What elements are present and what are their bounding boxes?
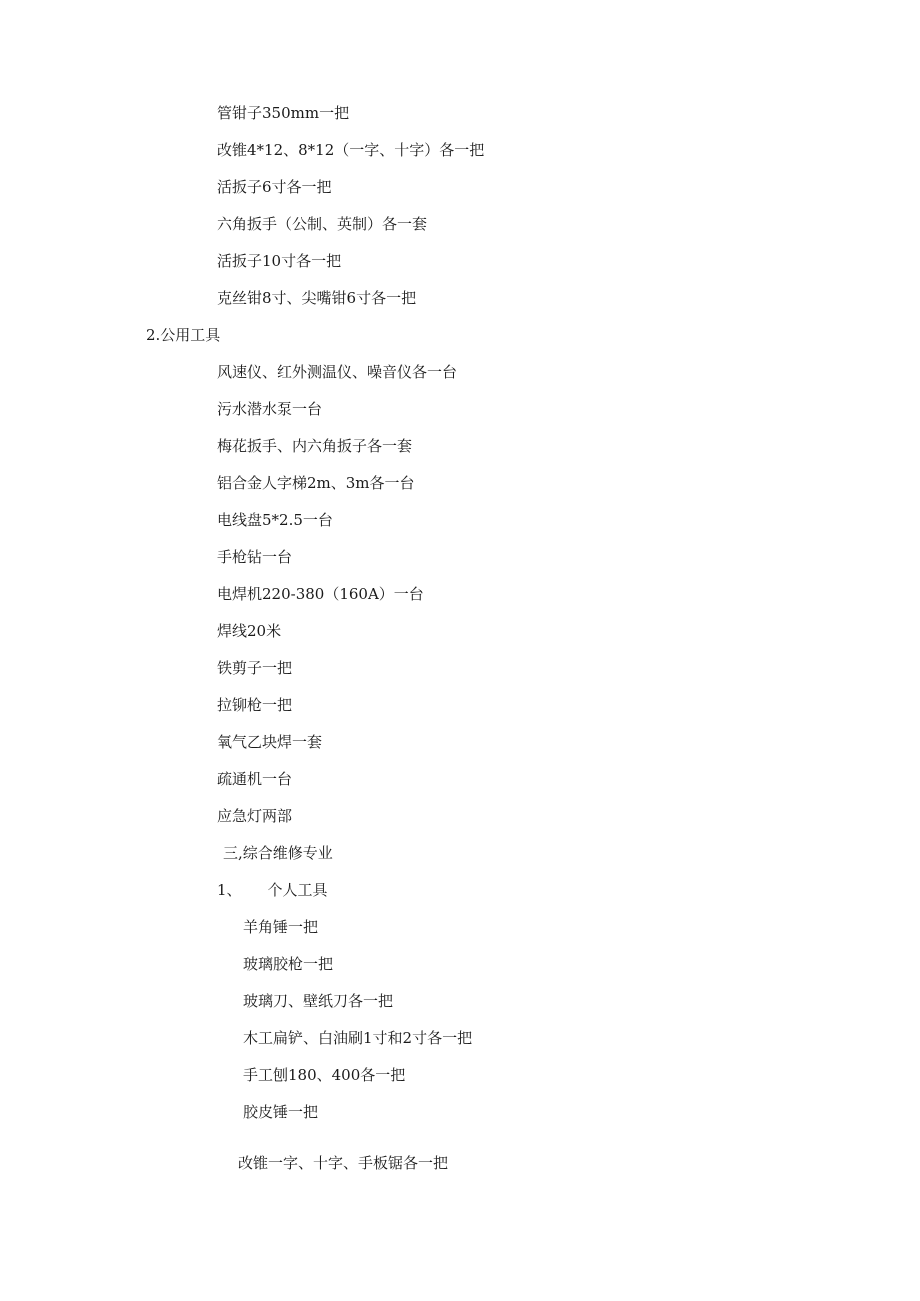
list-item: 手枪钻一台 (217, 548, 293, 566)
subsection-label: 个人工具 (267, 881, 328, 899)
section-heading-maintenance: 三,综合维修专业 (223, 844, 333, 862)
subsection-heading-personal-tools (217, 880, 328, 900)
list-item: 氧气乙块焊一套 (217, 733, 323, 751)
list-item: 应急灯两部 (217, 807, 293, 825)
list-item: 梅花扳手、内六角扳子各一套 (217, 437, 413, 455)
list-item: 铝合金人字梯2m、3m各一台 (217, 474, 415, 492)
subsection-number: 1、 (217, 881, 242, 899)
list-item: 改锥4*12、8*12（一字、十字）各一把 (217, 141, 485, 159)
list-item: 活扳子6寸各一把 (217, 178, 332, 196)
list-item: 拉铆枪一把 (217, 696, 293, 714)
list-item: 风速仪、红外测温仪、噪音仪各一台 (217, 363, 458, 381)
list-item: 电焊机220-380（160A）一台 (217, 585, 424, 603)
section-heading-public-tools: 2.公用工具 (146, 326, 221, 344)
list-item: 羊角锤一把 (243, 918, 319, 936)
list-item: 克丝钳8寸、尖嘴钳6寸各一把 (217, 289, 417, 307)
list-item: 改锥一字、十字、手板锯各一把 (238, 1154, 449, 1172)
list-item: 六角扳手（公制、英制）各一套 (217, 215, 428, 233)
list-item: 污水潜水泵一台 (217, 400, 323, 418)
list-item: 焊线20米 (217, 622, 282, 640)
list-item: 胶皮锤一把 (243, 1103, 319, 1121)
list-item: 手工刨180、400各一把 (243, 1066, 406, 1084)
list-item: 活扳子10寸各一把 (217, 252, 342, 270)
list-item: 电线盘5*2.5一台 (217, 511, 333, 529)
list-item: 玻璃胶枪一把 (243, 955, 334, 973)
list-item: 铁剪子一把 (217, 659, 293, 677)
list-item: 管钳子350mm一把 (217, 104, 350, 122)
list-item: 疏通机一台 (217, 770, 293, 788)
list-item: 玻璃刀、壁纸刀各一把 (243, 992, 394, 1010)
list-item: 木工扁铲、白油刷1寸和2寸各一把 (243, 1029, 473, 1047)
